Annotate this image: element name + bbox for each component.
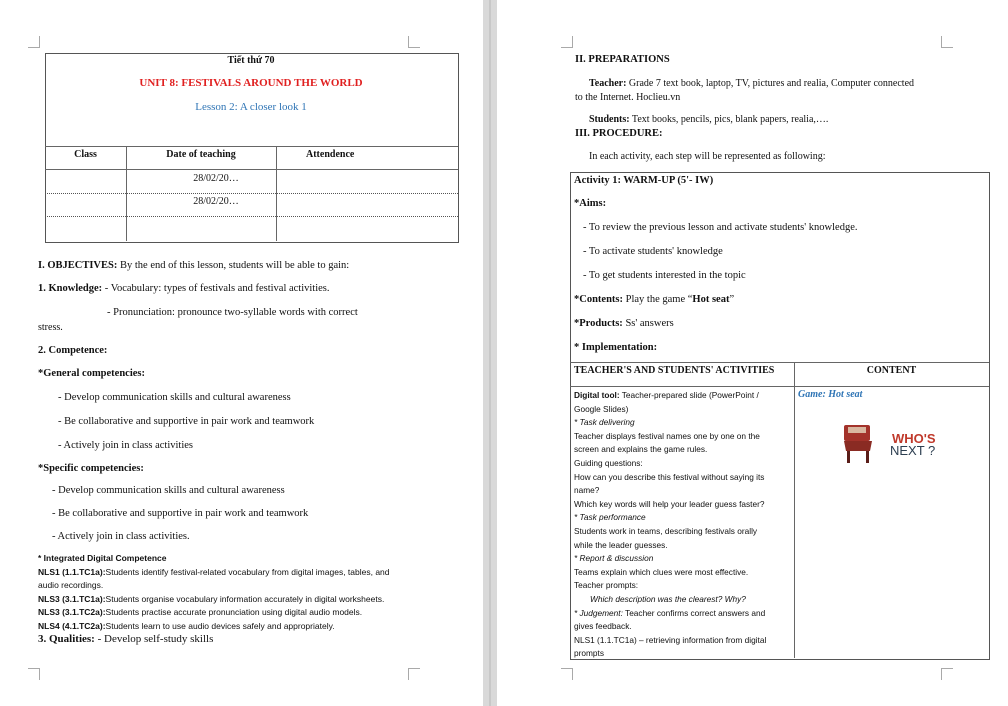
implementation-heading: * Implementation:: [574, 342, 658, 353]
knowledge-pronunciation: - Pronunciation: pronounce two-syllable words with correct: [107, 307, 358, 318]
activity-line: * Task performance: [574, 512, 646, 523]
digital-code: NLS4 (4.1.TC2a):: [38, 621, 106, 631]
activities-column-header: TEACHER'S AND STUDENTS' ACTIVITIES: [574, 365, 775, 376]
aims-item: - To activate students' knowledge: [583, 246, 723, 257]
activity-line: Students work in teams, describing festivals orally: [574, 526, 758, 536]
date-header: Date of teaching: [166, 149, 236, 160]
activity-line: * Task delivering: [574, 417, 635, 428]
activity-line: Guiding questions:: [574, 458, 643, 468]
document-page-2: [497, 0, 1008, 706]
specific-item: - Actively join in class activities.: [52, 531, 190, 542]
crop-mark: [561, 36, 573, 48]
crop-mark: [408, 668, 420, 680]
activity-line: [574, 607, 765, 619]
teacher-line: [589, 77, 914, 90]
game-label: Game: Hot seat: [798, 389, 863, 400]
products-heading: *Products:: [574, 318, 623, 329]
contents-end: ”: [729, 294, 735, 305]
aims-item: - To review the previous lesson and activate students' knowledge.: [583, 222, 858, 233]
preparations-heading: II. PREPARATIONS: [575, 54, 670, 65]
crop-mark: [941, 668, 953, 680]
procedure-text: In each activity, each step will be represented as following:: [589, 151, 826, 162]
activity-line: screen and explains the game rules.: [574, 444, 708, 455]
teacher-heading: Teacher:: [589, 78, 627, 89]
digital-code: NLS3 (3.1.TC1a):: [38, 594, 106, 604]
activity-line: gives feedback.: [574, 621, 632, 632]
digital-code: NLS1 (1.1.TC1a):: [38, 567, 106, 577]
teacher-text-cont: to the Internet. Hoclieu.vn: [575, 92, 681, 103]
digital-text: Students practise accurate pronunciation using digital audio models.: [105, 607, 363, 617]
seat-leg: [847, 451, 850, 463]
digital-competence-heading: * Integrated Digital Competence: [38, 553, 167, 563]
knowledge-pronunciation-cont: stress.: [38, 322, 63, 333]
aims-heading: *Aims:: [574, 198, 607, 209]
table-divider: [570, 362, 989, 363]
objectives-heading: I. OBJECTIVES:: [38, 260, 118, 271]
students-heading: Students:: [589, 114, 630, 125]
activity-line-text: Teacher-prepared slide (PowerPoint /: [619, 390, 759, 400]
activity-line: Teams explain which clues were most effective.: [574, 566, 749, 577]
seat-icon: [844, 441, 872, 451]
digital-item-cont: audio recordings.: [38, 580, 104, 590]
activity-line: How can you describe this festival without saying its: [574, 471, 765, 482]
activity-line: Which description was the clearest? Why?: [590, 594, 746, 604]
procedure-heading: III. PROCEDURE:: [575, 128, 663, 139]
general-item: - Be collaborative and supportive in pair work and teamwork: [58, 416, 315, 427]
class-header: Class: [74, 149, 97, 160]
activity-line: name?: [574, 485, 600, 496]
qualities-text: - Develop self-study skills: [97, 633, 214, 645]
specific-item: - Develop communication skills and cultural awareness: [52, 485, 285, 496]
general-competencies-heading: *General competencies:: [38, 368, 146, 379]
table-divider: [45, 146, 458, 147]
activity-line: Google Slides): [574, 403, 629, 414]
date-cell: 28/02/20…: [193, 196, 239, 207]
whos-next-logo: [842, 421, 952, 469]
students-text: Text books, pencils, pics, blank papers, realia,….: [631, 114, 829, 125]
aims-item: - To get students interested in the topic: [583, 270, 746, 281]
specific-competencies-heading: *Specific competencies:: [38, 463, 144, 474]
activity-title: Activity 1: WARM-UP (5'- IW): [574, 175, 714, 186]
products-text: Ss' answers: [625, 318, 674, 329]
activity-line: prompts: [574, 648, 604, 659]
seat-leg: [866, 451, 869, 463]
activity-line: * Report & discussion: [574, 553, 654, 564]
digital-text: Students learn to use audio devices safely and appropriately.: [105, 621, 335, 631]
contents-line: [574, 293, 734, 306]
digital-text: Students organise vocabulary information accurately in digital worksheets.: [105, 594, 385, 604]
digital-item: [38, 606, 362, 618]
logo-text-2: NEXT ?: [890, 443, 936, 458]
lesson-title: Lesson 2: A closer look 1: [195, 101, 307, 113]
activity-line: while the leader guesses.: [574, 539, 668, 550]
date-cell: 28/02/20…: [193, 173, 239, 184]
objectives-line: [38, 259, 349, 272]
activity-line: [574, 389, 759, 401]
activity-line: Which key words will help your leader guess faster?: [574, 498, 765, 509]
table-divider: [45, 216, 458, 217]
crop-mark: [28, 36, 40, 48]
digital-code: NLS3 (3.1.TC2a):: [38, 607, 106, 617]
activity-line-label: * Judgement:: [574, 607, 623, 618]
general-item: - Actively join in class activities: [58, 440, 194, 451]
digital-text: Students identify festival-related vocabulary from digital images, tables, and: [105, 567, 390, 577]
students-line: [589, 113, 828, 126]
competence-heading: 2. Competence:: [38, 345, 108, 356]
crop-mark: [408, 36, 420, 48]
crop-mark: [28, 668, 40, 680]
products-line: [574, 317, 674, 330]
table-divider: [794, 362, 795, 658]
content-column-header: CONTENT: [866, 365, 917, 376]
table-divider: [570, 386, 989, 387]
seat-label-icon: [848, 427, 866, 433]
activity-line-text: Teacher confirms correct answers and: [622, 607, 766, 618]
knowledge-heading: 1. Knowledge:: [38, 283, 103, 294]
digital-item: [38, 566, 390, 578]
activity-line: Teacher prompts:: [574, 580, 639, 591]
attendance-header: Attendence: [306, 149, 355, 160]
qualities-line: [38, 633, 213, 646]
digital-item: [38, 593, 384, 605]
objectives-text: By the end of this lesson, students will be able to gain:: [119, 260, 350, 271]
contents-text: Play the game “: [625, 294, 693, 305]
unit-title: UNIT 8: FESTIVALS AROUND THE WORLD: [139, 77, 363, 89]
crop-mark: [941, 36, 953, 48]
lesson-number: Tiết thứ 70: [227, 55, 275, 66]
activity-line: NLS1 (1.1.TC1a) – retrieving information from digital: [574, 634, 767, 645]
activity-line: Teacher displays festival names one by one on the: [574, 430, 760, 441]
table-divider: [45, 169, 458, 170]
logo-text-1: WHO'S: [892, 431, 936, 446]
activity-line-label: Digital tool:: [574, 390, 620, 400]
page-separator: [489, 0, 491, 706]
knowledge-line: [38, 282, 330, 295]
table-divider: [45, 193, 458, 194]
general-item: - Develop communication skills and cultural awareness: [58, 392, 291, 403]
teacher-text: Grade 7 text book, laptop, TV, pictures and realia, Computer connected: [628, 78, 915, 89]
knowledge-vocab: - Vocabulary: types of festivals and festival activities.: [104, 283, 330, 294]
contents-heading: *Contents:: [574, 294, 623, 305]
specific-item: - Be collaborative and supportive in pair work and teamwork: [52, 508, 309, 519]
document-page-1: [0, 0, 483, 706]
contents-game: Hot seat: [692, 294, 730, 305]
qualities-heading: 3. Qualities:: [38, 633, 95, 645]
crop-mark: [561, 668, 573, 680]
digital-item: [38, 620, 335, 632]
